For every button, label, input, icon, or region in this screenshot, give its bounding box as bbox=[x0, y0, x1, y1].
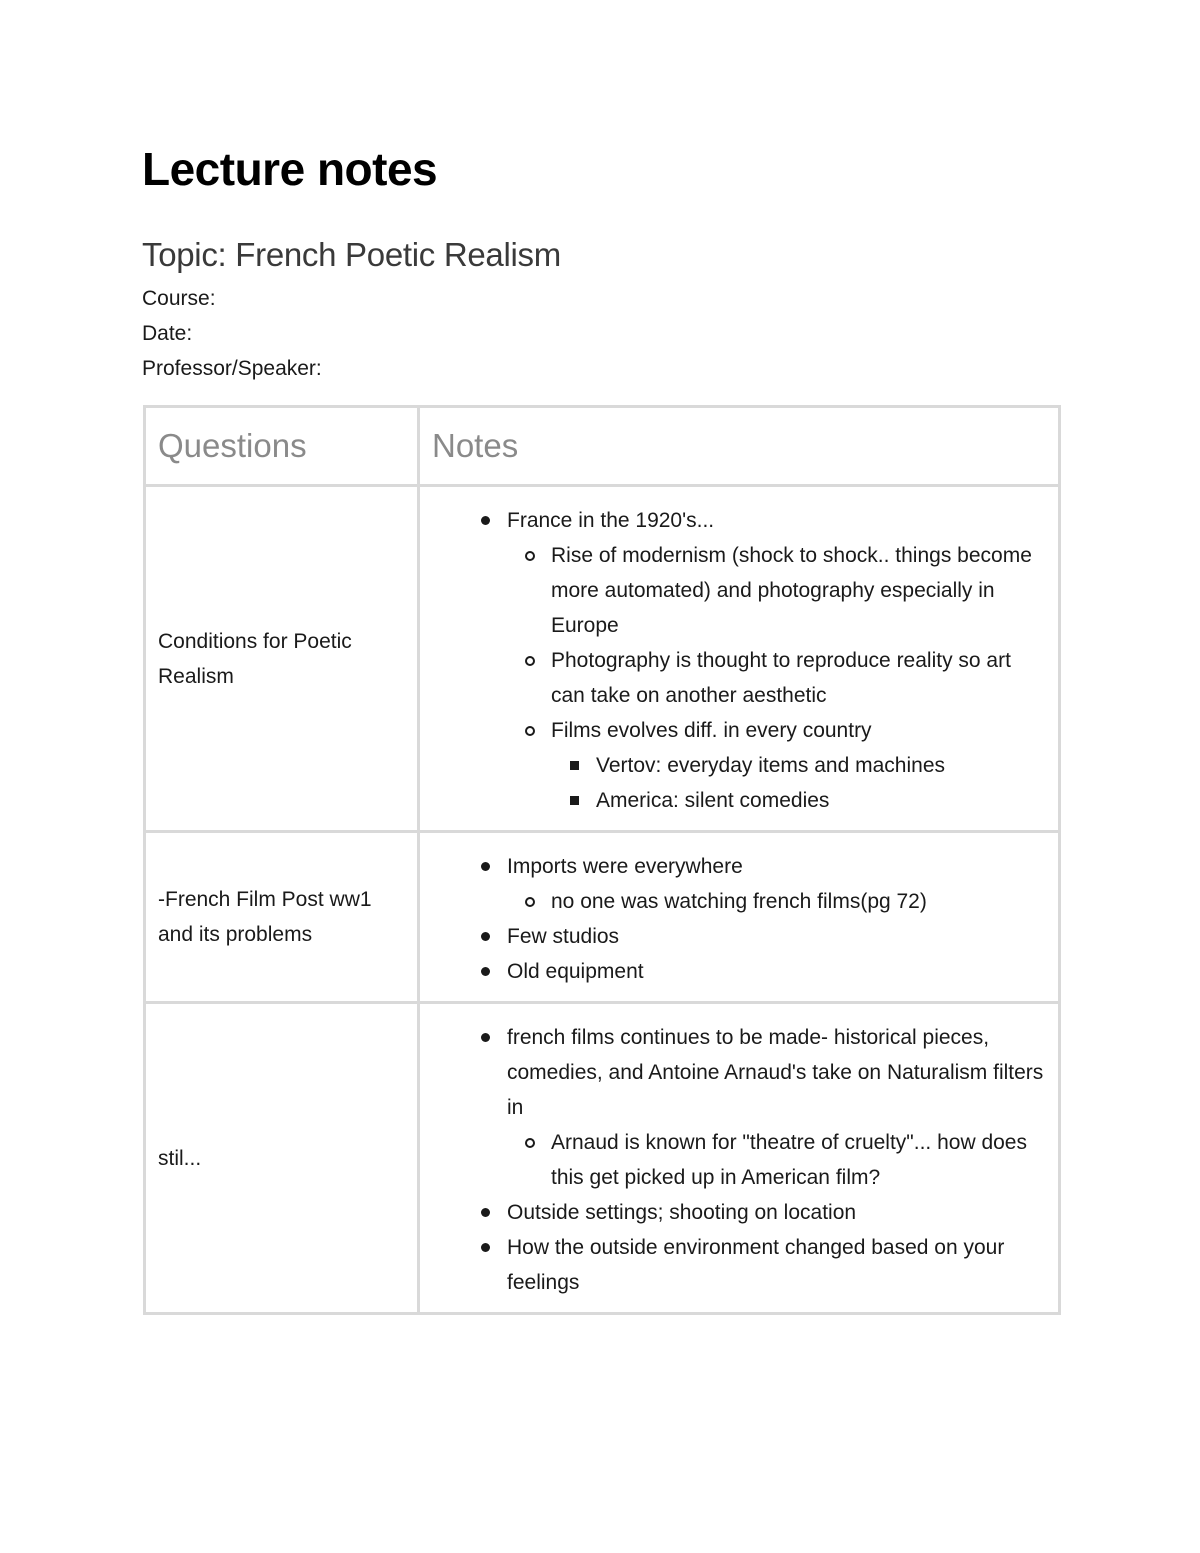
list-item bbox=[551, 643, 1046, 713]
notes-cell bbox=[419, 486, 1060, 832]
question-cell: -French Film Post ww1 and its problems bbox=[145, 832, 419, 1003]
list-item-text: Films evolves diff. in every country bbox=[551, 719, 872, 742]
cornell-notes-table bbox=[143, 405, 1061, 1315]
list-item-text: How the outside environment changed based on your feelings bbox=[507, 1236, 1005, 1294]
professor-label: Professor/Speaker: bbox=[142, 357, 322, 380]
list-item bbox=[551, 713, 1046, 818]
notes-list bbox=[432, 503, 1046, 818]
list-item bbox=[507, 1195, 1046, 1230]
list-item bbox=[551, 884, 1046, 919]
list-item bbox=[596, 748, 1046, 783]
topic-heading: Topic: French Poetic Realism bbox=[142, 236, 561, 273]
list-item-text: no one was watching french films(pg 72) bbox=[551, 890, 927, 913]
list-item-text: Arnaud is known for "theatre of cruelty"... how does this get picked up in American film? bbox=[551, 1131, 1027, 1189]
list-item-text: Vertov: everyday items and machines bbox=[596, 754, 946, 777]
list-item bbox=[551, 538, 1046, 643]
questions-header: Questions bbox=[145, 407, 419, 486]
list-item bbox=[507, 503, 1046, 818]
list-item-text: Old equipment bbox=[507, 960, 644, 983]
notes-cell bbox=[419, 1003, 1060, 1314]
table-row bbox=[145, 1003, 1060, 1314]
list-item bbox=[507, 849, 1046, 919]
list-item-text: Few studios bbox=[507, 925, 620, 948]
notes-header: Notes bbox=[419, 407, 1060, 486]
list-item-text: Photography is thought to reproduce reality so art can take on another aesthetic bbox=[551, 649, 1011, 707]
sub-list bbox=[507, 884, 1046, 919]
notes-list bbox=[432, 849, 1046, 989]
table-row bbox=[145, 832, 1060, 1003]
course-label: Course: bbox=[142, 287, 216, 310]
list-item bbox=[507, 1230, 1046, 1300]
list-item bbox=[507, 954, 1046, 989]
list-item bbox=[596, 783, 1046, 818]
table-header-row bbox=[145, 407, 1060, 486]
question-cell: Conditions for Poetic Realism bbox=[145, 486, 419, 832]
list-item-text: french films continues to be made- historical pieces, comedies, and Antoine Arnaud's take on Naturalism filters in bbox=[507, 1026, 1044, 1119]
list-item-text: France in the 1920's... bbox=[507, 509, 715, 532]
list-item bbox=[507, 1020, 1046, 1195]
list-item-text: Imports were everywhere bbox=[507, 855, 743, 878]
date-label: Date: bbox=[142, 322, 193, 345]
question-cell: stil... bbox=[145, 1003, 419, 1314]
list-item-text: America: silent comedies bbox=[596, 789, 830, 812]
table-row bbox=[145, 486, 1060, 832]
notes-cell bbox=[419, 832, 1060, 1003]
sub-sub-list bbox=[551, 748, 1046, 818]
page-title: Lecture notes bbox=[142, 143, 438, 195]
list-item-text: Outside settings; shooting on location bbox=[507, 1201, 857, 1224]
list-item bbox=[551, 1125, 1046, 1195]
notes-list bbox=[432, 1020, 1046, 1300]
list-item bbox=[507, 919, 1046, 954]
list-item-text: Rise of modernism (shock to shock.. things become more automated) and photography especially in Europe bbox=[551, 544, 1032, 637]
sub-list bbox=[507, 538, 1046, 818]
sub-list bbox=[507, 1125, 1046, 1195]
